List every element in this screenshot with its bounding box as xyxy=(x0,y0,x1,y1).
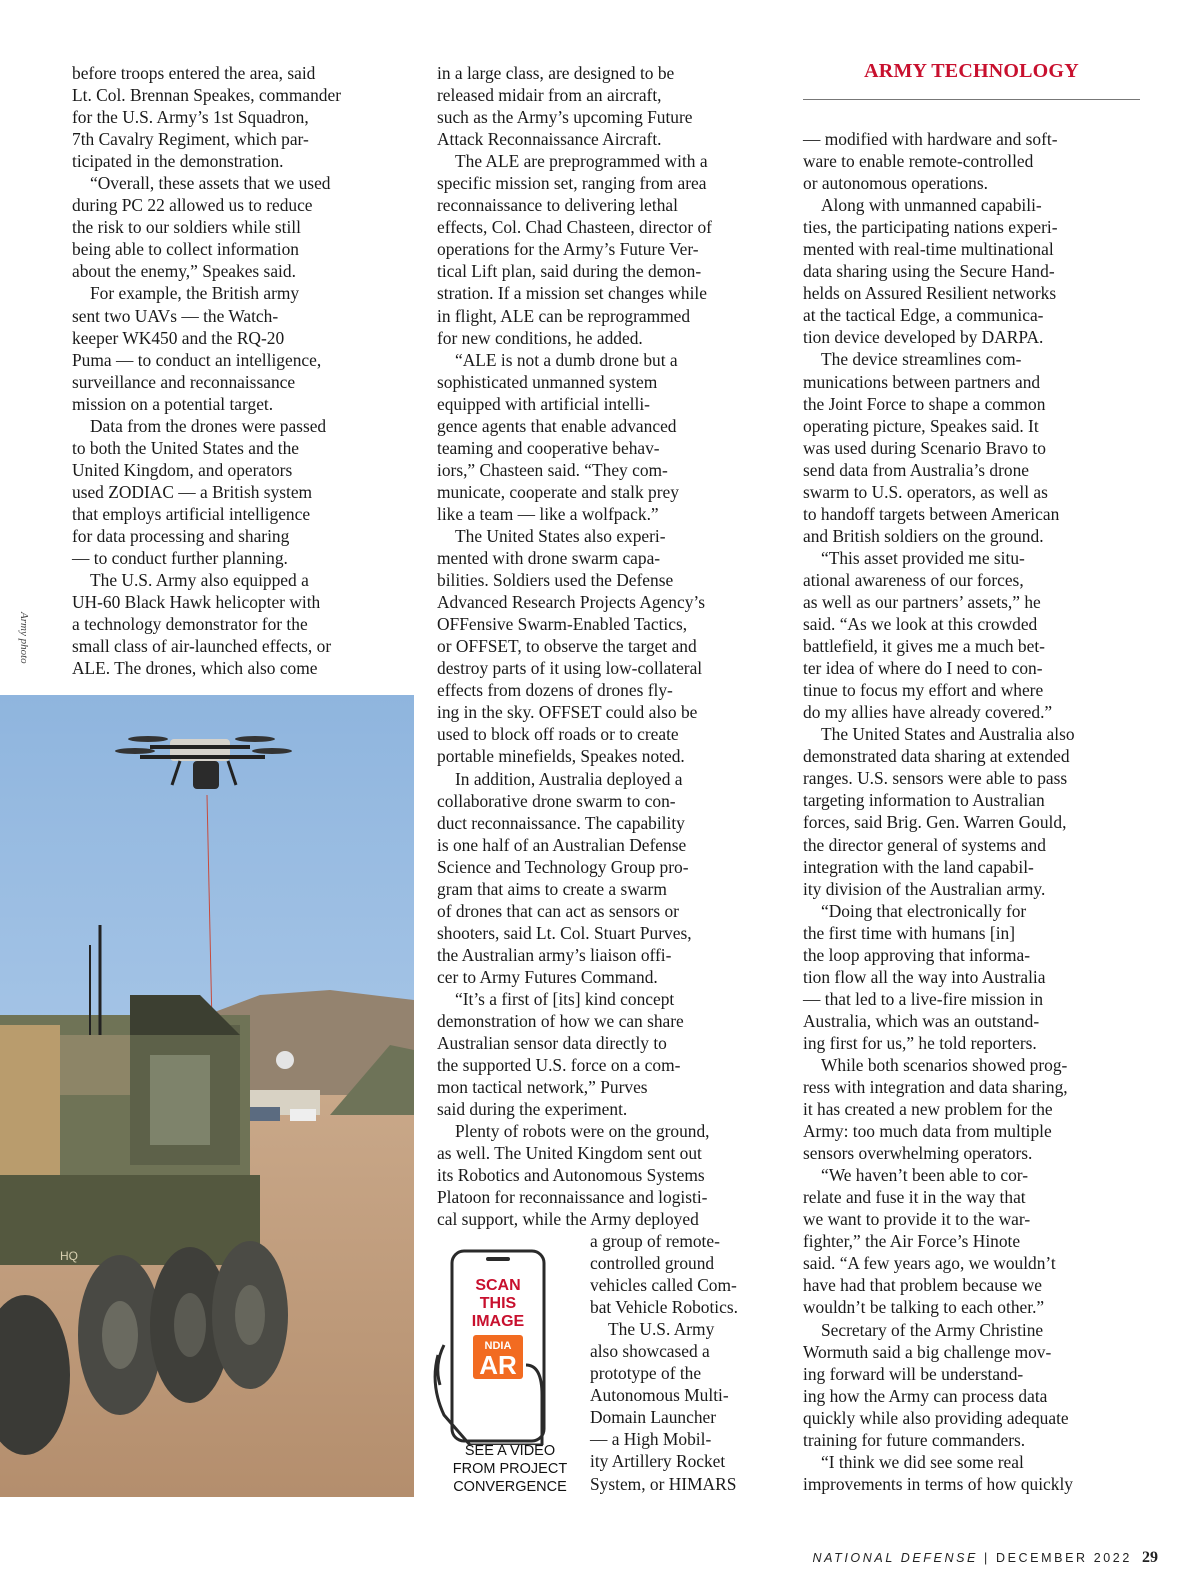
scan-line-2: THIS xyxy=(479,1295,517,1312)
text-line: for data processing and sharing xyxy=(72,525,290,546)
page-number: 29 xyxy=(1142,1549,1158,1566)
text-line: the Joint Force to shape a common xyxy=(803,393,1046,414)
text-line: training for future commanders. xyxy=(803,1429,1026,1450)
text-line: surveillance and reconnaissance xyxy=(72,371,296,392)
text-line: “ALE is not a dumb drone but a xyxy=(455,349,678,370)
text-line: — a High Mobil- xyxy=(590,1429,712,1450)
text-line: bat Vehicle Robotics. xyxy=(590,1297,738,1318)
section-header: ARMY TECHNOLOGY xyxy=(864,60,1079,82)
text-line: “This asset provided me situ- xyxy=(821,547,1025,568)
text-line: Along with unmanned capabili- xyxy=(821,195,1042,216)
footer-separator: | xyxy=(984,1551,990,1565)
text-line: in a large class, are designed to be xyxy=(437,63,675,83)
text-line: bilities. Soldiers used the Defense xyxy=(437,570,674,591)
text-line: before troops entered the area, said xyxy=(72,63,316,83)
text-line: municate, cooperate and stalk prey xyxy=(437,481,679,502)
text-line: the loop approving that informa- xyxy=(803,944,1030,965)
text-line: wouldn’t be talking to each other.” xyxy=(803,1297,1045,1318)
text-line: Secretary of the Army Christine xyxy=(821,1319,1044,1340)
text-line: like a team — like a wolfpack.” xyxy=(437,503,659,524)
ar-badge-top: NDIA xyxy=(484,1340,512,1352)
text-line: demonstrated data sharing at extended xyxy=(803,746,1070,767)
article-column-1 xyxy=(72,62,417,679)
text-line: as well as our partners’ assets,” he xyxy=(803,591,1041,612)
text-line: fighter,” the Air Force’s Hinote xyxy=(803,1231,1021,1252)
text-line: do my allies have already covered.” xyxy=(803,702,1053,723)
header-rule xyxy=(803,99,1140,100)
text-line: Platoon for reconnaissance and logisti- xyxy=(437,1187,708,1208)
text-line: ity division of the Australian army. xyxy=(803,878,1046,899)
text-line: Science and Technology Group pro- xyxy=(437,856,689,877)
text-line: tion device developed by DARPA. xyxy=(803,327,1044,348)
text-line: “We haven’t been able to cor- xyxy=(821,1165,1028,1186)
text-line: — modified with hardware and soft- xyxy=(803,129,1058,149)
text-line: duct reconnaissance. The capability xyxy=(437,812,685,833)
text-line: quickly while also providing adequate xyxy=(803,1407,1069,1428)
text-line: tion flow all the way into Australia xyxy=(803,966,1046,987)
photo-credit: Army photo xyxy=(18,612,30,664)
text-line: The United States also experi- xyxy=(455,525,666,546)
text-line: 7th Cavalry Regiment, which par- xyxy=(72,129,309,150)
text-line: mon tactical network,” Purves xyxy=(437,1077,648,1098)
publication-name: NATIONAL DEFENSE xyxy=(812,1551,978,1565)
text-line: the risk to our soldiers while still xyxy=(72,217,301,238)
text-line: “I think we did see some real xyxy=(821,1451,1024,1472)
text-line: the first time with humans [in] xyxy=(803,922,1016,943)
text-line: Domain Launcher xyxy=(590,1407,717,1428)
text-line: demonstration of how we can share xyxy=(437,1011,684,1032)
text-line: the director general of systems and xyxy=(803,834,1046,855)
ar-caption-line-2: FROM PROJECT xyxy=(452,1461,568,1477)
text-line: being able to collect information xyxy=(72,239,299,260)
text-line: cal support, while the Army deployed xyxy=(437,1209,699,1230)
text-line: its Robotics and Autonomous Systems xyxy=(437,1165,705,1186)
text-line: OFFensive Swarm-Enabled Tactics, xyxy=(437,614,688,635)
text-line: for the U.S. Army’s 1st Squadron, xyxy=(72,107,309,128)
text-line: United Kingdom, and operators xyxy=(72,459,293,480)
text-line: relate and fuse it in the way that xyxy=(803,1187,1026,1208)
text-line: Attack Reconnaissance Aircraft. xyxy=(437,129,662,150)
text-line: specific mission set, ranging from area xyxy=(437,173,707,194)
text-line: data sharing using the Secure Hand- xyxy=(803,261,1055,282)
text-line: In addition, Australia deployed a xyxy=(455,768,683,789)
text-line: ing forward will be understand- xyxy=(803,1363,1024,1384)
text-line: keeper WK450 and the RQ-20 xyxy=(72,327,285,348)
article-column-2 xyxy=(437,62,782,1230)
text-line: in flight, ALE can be reprogrammed xyxy=(437,305,691,326)
text-line: cer to Army Futures Command. xyxy=(437,966,658,987)
text-line: Wormuth said a big challenge mov- xyxy=(803,1341,1052,1362)
text-line: The device streamlines com- xyxy=(821,349,1022,370)
text-line: ing in the sky. OFFSET could also be xyxy=(437,702,698,723)
text-line: ware to enable remote-controlled xyxy=(803,151,1034,172)
text-line: for new conditions, he added. xyxy=(437,327,643,348)
text-line: sent two UAVs — the Watch- xyxy=(72,305,279,326)
text-line: ranges. U.S. sensors were able to pass xyxy=(803,768,1068,789)
text-line: effects from dozens of drones fly- xyxy=(437,680,673,701)
text-line: Army: too much data from multiple xyxy=(803,1121,1052,1142)
text-line: destroy parts of it using low-collateral xyxy=(437,658,703,679)
text-line: to both the United States and the xyxy=(72,437,300,458)
text-line: that employs artificial intelligence xyxy=(72,503,311,524)
text-line: The United States and Australia also xyxy=(821,724,1075,745)
text-line: shooters, said Lt. Col. Stuart Purves, xyxy=(437,922,692,943)
text-line: munications between partners and xyxy=(803,371,1041,392)
article-column-3 xyxy=(803,128,1143,1495)
text-line: ity Artillery Rocket xyxy=(590,1451,726,1472)
text-line: said. “A few years ago, we wouldn’t xyxy=(803,1253,1056,1274)
article-column-2-continued xyxy=(590,1230,780,1495)
text-line: such as the Army’s upcoming Future xyxy=(437,107,693,128)
text-line: reconnaissance to delivering lethal xyxy=(437,195,678,216)
phone-scan-icon xyxy=(430,1245,590,1445)
text-line: sensors overwhelming operators. xyxy=(803,1143,1033,1164)
text-line: controlled ground xyxy=(590,1253,715,1274)
scan-line-3: IMAGE xyxy=(471,1313,525,1330)
text-line: about the enemy,” Speakes said. xyxy=(72,261,296,282)
text-line: collaborative drone swarm to con- xyxy=(437,790,676,811)
text-line: forces, said Brig. Gen. Warren Gould, xyxy=(803,812,1067,833)
text-line: ing first for us,” he told reporters. xyxy=(803,1032,1037,1053)
text-line: equipped with artificial intelli- xyxy=(437,393,650,414)
ar-caption xyxy=(440,1442,580,1496)
text-line: is one half of an Australian Defense xyxy=(437,834,687,855)
text-line: The ALE are preprogrammed with a xyxy=(455,151,708,172)
text-line: battlefield, it gives me a much bet- xyxy=(803,636,1045,657)
scan-line-1: SCAN xyxy=(475,1277,521,1294)
text-line: sophisticated unmanned system xyxy=(437,371,658,392)
text-line: ties, the participating nations experi- xyxy=(803,217,1058,238)
text-line: ing how the Army can process data xyxy=(803,1385,1048,1406)
text-line: send data from Australia’s drone xyxy=(803,459,1030,480)
text-line: — to conduct further planning. xyxy=(72,548,288,569)
text-line: used ZODIAC — a British system xyxy=(72,481,313,502)
text-line: Autonomous Multi- xyxy=(590,1385,729,1406)
text-line: stration. If a mission set changes while xyxy=(437,283,707,304)
text-line: mented with drone swarm capa- xyxy=(437,548,661,569)
text-line: the supported U.S. force on a com- xyxy=(437,1055,681,1076)
text-line: Plenty of robots were on the ground, xyxy=(455,1121,710,1142)
issue-date: DECEMBER 2022 xyxy=(995,1551,1132,1565)
text-line: Lt. Col. Brennan Speakes, commander xyxy=(72,85,342,106)
text-line: targeting information to Australian xyxy=(803,790,1045,811)
text-line: prototype of the xyxy=(590,1363,702,1384)
text-line: While both scenarios showed prog- xyxy=(821,1054,1068,1075)
text-line: or autonomous operations. xyxy=(803,173,988,194)
text-line: tinue to focus my effort and where xyxy=(803,680,1044,701)
text-line: iors,” Chasteen said. “They com- xyxy=(437,459,668,480)
text-line: vehicles called Com- xyxy=(590,1275,737,1296)
text-line: “It’s a first of [its] kind concept xyxy=(455,988,675,1009)
text-line: The U.S. Army xyxy=(608,1319,715,1340)
text-line: operating picture, Speakes said. It xyxy=(803,415,1039,436)
text-line: gence agents that enable advanced xyxy=(437,415,677,436)
text-line: said. “As we look at this crowded xyxy=(803,614,1038,635)
text-line: mission on a potential target. xyxy=(72,393,274,414)
text-line: portable minefields, Speakes noted. xyxy=(437,746,685,767)
text-line: and British soldiers on the ground. xyxy=(803,525,1044,546)
text-line: or OFFSET, to observe the target and xyxy=(437,636,697,657)
text-line: ALE. The drones, which also come xyxy=(72,658,318,679)
text-line: to handoff targets between American xyxy=(803,503,1060,524)
text-line: helds on Assured Resilient networks xyxy=(803,283,1057,304)
text-line: a group of remote- xyxy=(590,1231,720,1251)
text-line: small class of air-launched effects, or xyxy=(72,636,332,657)
text-line: during PC 22 allowed us to reduce xyxy=(72,195,313,216)
text-line: operations for the Army’s Future Ver- xyxy=(437,239,699,260)
text-line: we want to provide it to the war- xyxy=(803,1209,1031,1230)
text-line: of drones that can act as sensors or xyxy=(437,900,679,921)
text-line: System, or HIMARS xyxy=(590,1473,737,1494)
text-line: Australian sensor data directly to xyxy=(437,1033,667,1054)
text-line: the Australian army’s liaison offi- xyxy=(437,944,672,965)
text-line: teaming and cooperative behav- xyxy=(437,437,660,458)
text-line: effects, Col. Chad Chasteen, director of xyxy=(437,217,712,238)
text-line: as well. The United Kingdom sent out xyxy=(437,1143,702,1164)
text-line: also showcased a xyxy=(590,1341,710,1362)
text-line: Puma — to conduct an intelligence, xyxy=(72,349,322,370)
text-line: integration with the land capabil- xyxy=(803,856,1034,877)
text-line: ational awareness of our forces, xyxy=(803,569,1024,590)
ar-badge-main: AR xyxy=(479,1350,517,1380)
text-line: tical Lift plan, said during the demon- xyxy=(437,261,702,282)
text-line: Advanced Research Projects Agency’s xyxy=(437,592,706,613)
text-line: it has created a new problem for the xyxy=(803,1099,1053,1120)
text-line: “Overall, these assets that we used xyxy=(90,173,331,194)
text-line: Data from the drones were passed xyxy=(90,415,327,436)
ar-caption-line-3: CONVERGENCE xyxy=(453,1479,567,1495)
drone-vehicle-photo xyxy=(0,695,414,1497)
text-line: ticipated in the demonstration. xyxy=(72,151,284,172)
text-line: released midair from an aircraft, xyxy=(437,85,662,106)
svg-text:HQ: HQ xyxy=(60,1249,78,1263)
text-line: — that led to a live-fire mission in xyxy=(803,988,1044,1009)
text-line: mented with real-time multinational xyxy=(803,239,1054,260)
text-line: at the tactical Edge, a communica- xyxy=(803,305,1044,326)
text-line: improvements in terms of how quickly xyxy=(803,1473,1073,1494)
text-line: ter idea of where do I need to con- xyxy=(803,658,1043,679)
text-line: have had that problem because we xyxy=(803,1275,1043,1296)
text-line: The U.S. Army also equipped a xyxy=(90,570,309,591)
ar-caption-line-1: SEE A VIDEO xyxy=(464,1443,556,1459)
text-line: said during the experiment. xyxy=(437,1099,628,1120)
text-line: gram that aims to create a swarm xyxy=(437,878,667,899)
article-photo xyxy=(0,695,414,1497)
text-line: For example, the British army xyxy=(90,283,300,304)
text-line: a technology demonstrator for the xyxy=(72,614,308,635)
text-line: ress with integration and data sharing, xyxy=(803,1077,1068,1098)
text-line: used to block off roads or to create xyxy=(437,724,679,745)
text-line: UH-60 Black Hawk helicopter with xyxy=(72,592,321,613)
text-line: was used during Scenario Bravo to xyxy=(803,437,1046,458)
text-line: “Doing that electronically for xyxy=(821,900,1027,921)
text-line: Australia, which was an outstand- xyxy=(803,1010,1040,1031)
page-footer xyxy=(812,1549,1158,1567)
text-line: swarm to U.S. operators, as well as xyxy=(803,481,1048,502)
